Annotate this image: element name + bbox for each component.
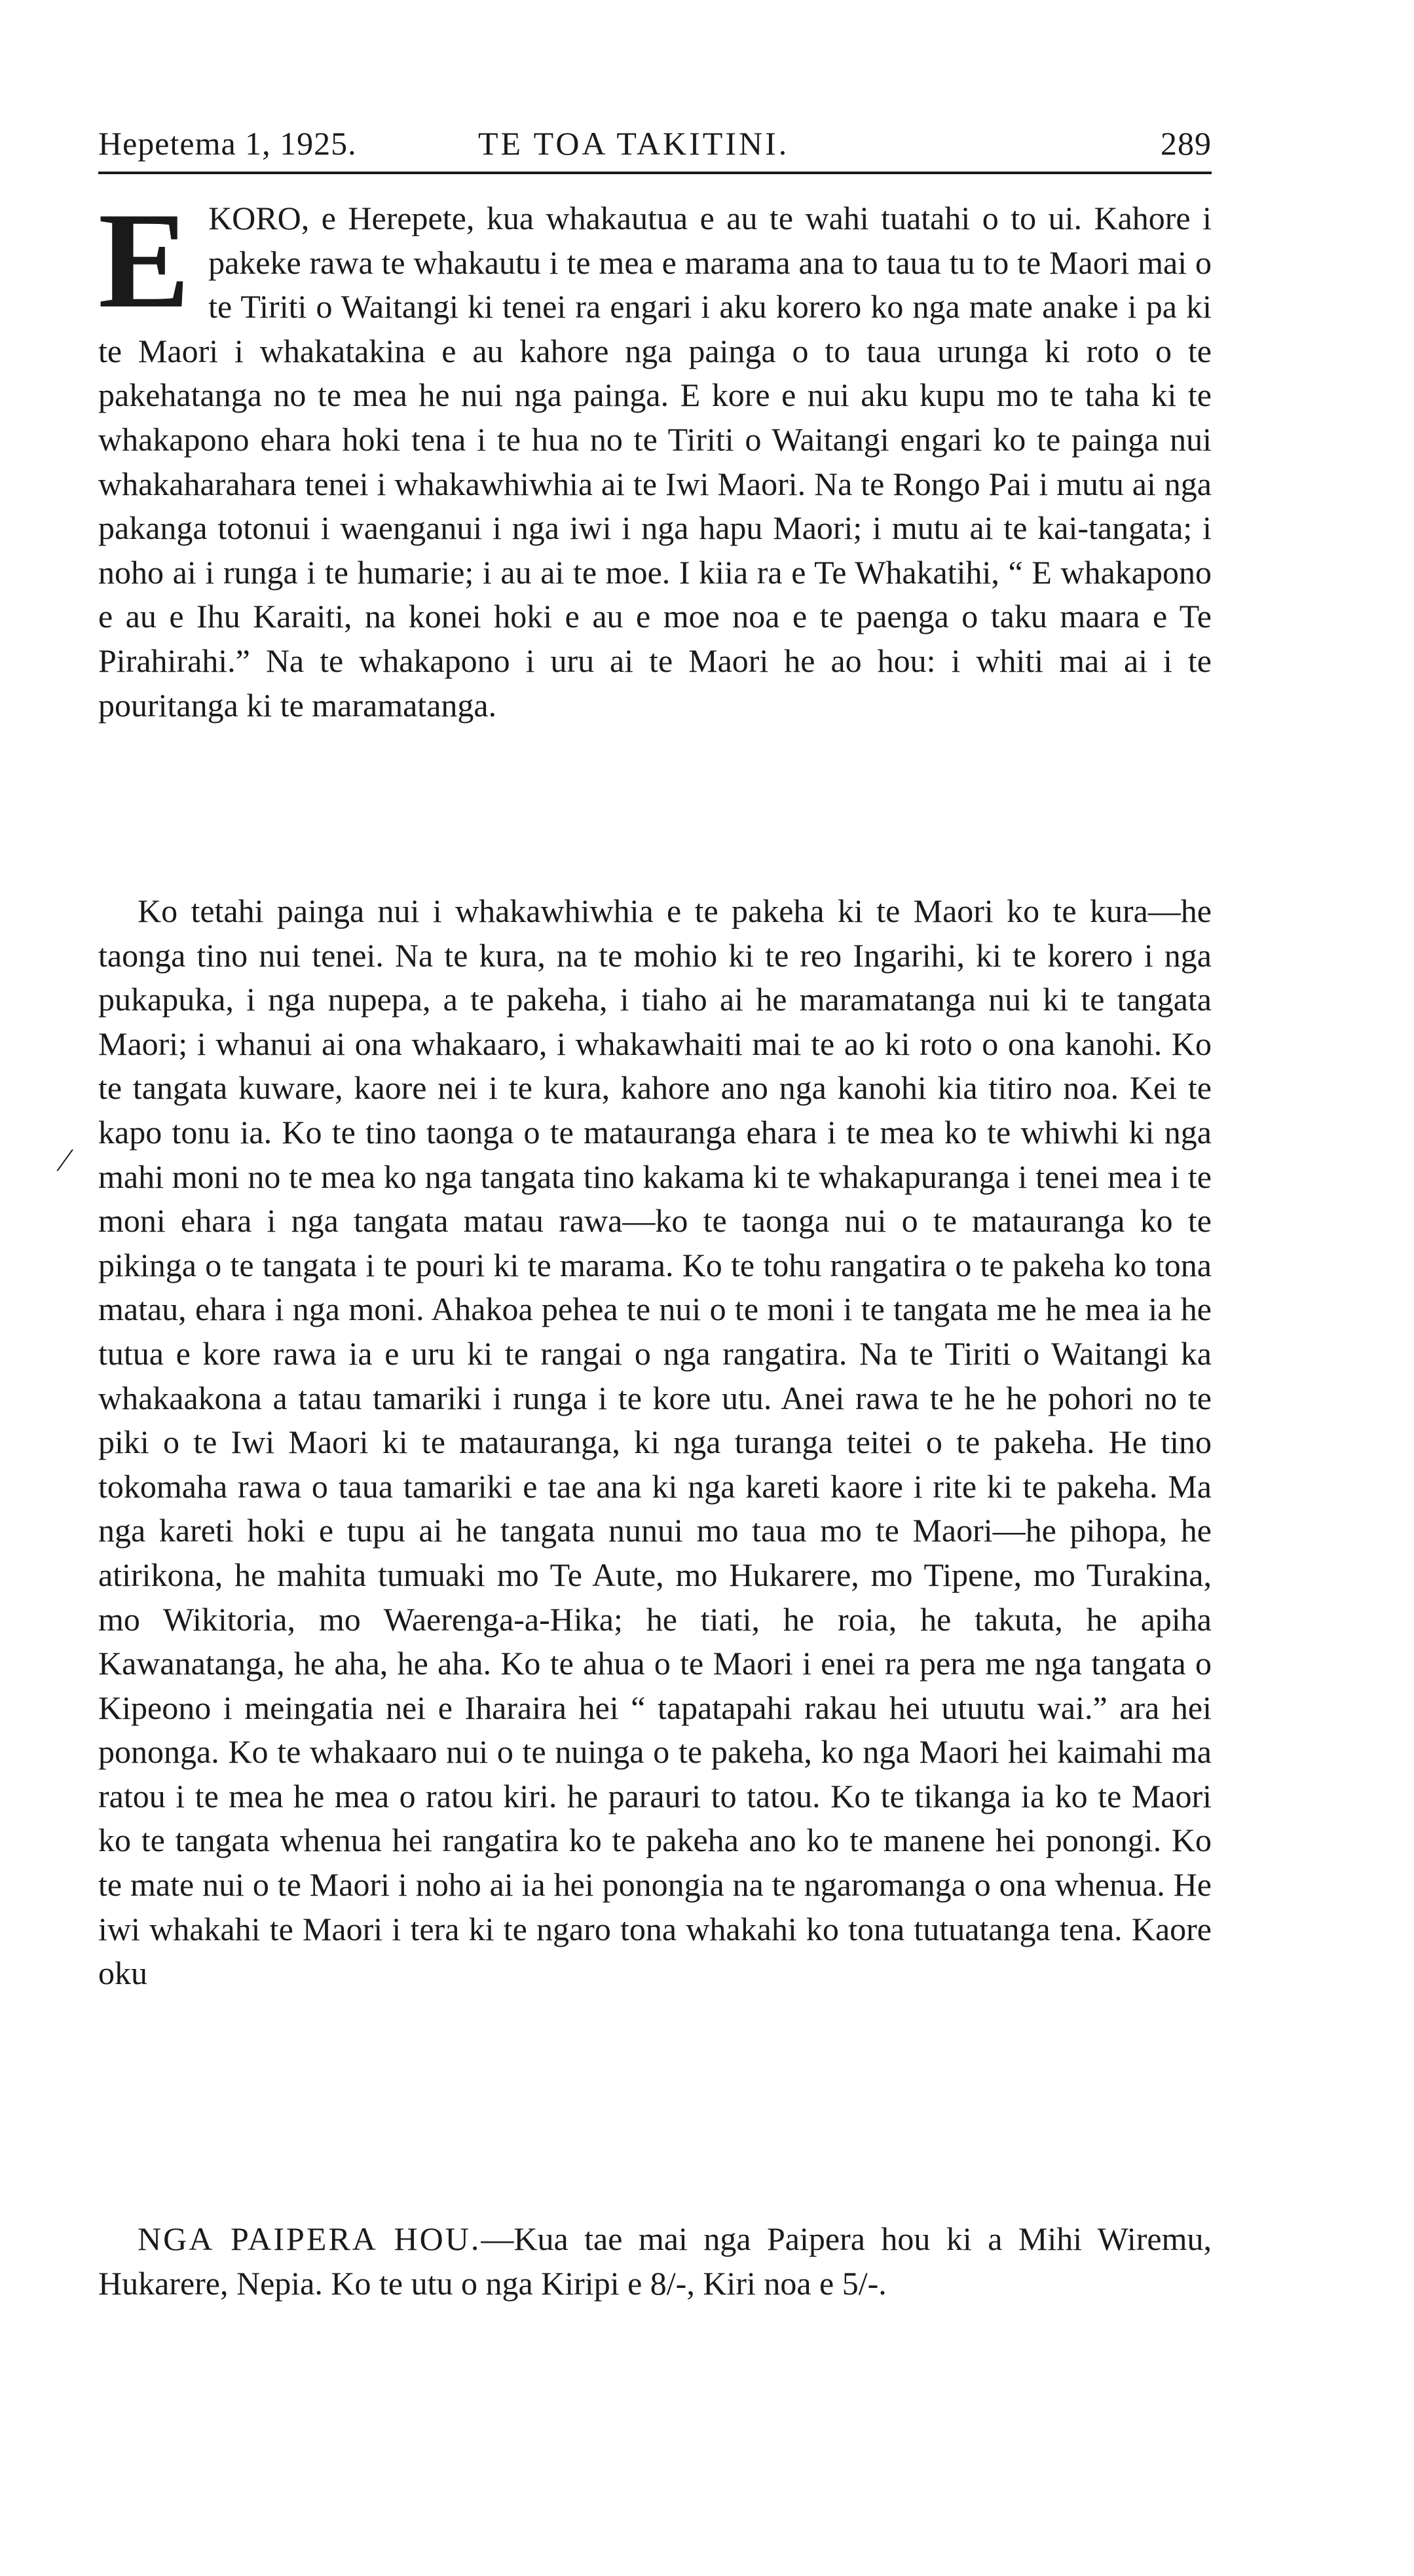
- header-page-number: 289: [1161, 125, 1212, 162]
- notice-heading: NGA PAIPERA HOU.: [138, 2220, 481, 2257]
- header-publication-title: TE TOA TAKITINI.: [478, 125, 790, 162]
- margin-mark: ⁄: [62, 1141, 68, 1178]
- article-paragraph-1: [98, 196, 1212, 889]
- drop-cap: E: [98, 196, 191, 337]
- article-body: [98, 196, 1212, 2173]
- notice-paragraph: [98, 2217, 1212, 2306]
- running-header: [98, 124, 1212, 170]
- header-rule: [98, 172, 1212, 174]
- notice-text: —Kua tae mai nga Paipera hou ki a Mihi Wiremu, Hukarere, Nepia. Ko te utu o nga Kiripi e 8/-, Kiri noa e 5/-.: [98, 2220, 1212, 2302]
- article-paragraph-2: Ko tetahi painga nui i whakawhiwhia e te pakeha ki te Maori ko te kura—he taonga tino nui tenei. Na te kura, na te mohio ki te reo Ingarihi, ki te korero i nga pukapuka, i nga nupepa, a te pakeha, i tiaho ai he maramatanga nui ki te tangata Maori; i whanui ai ona whakaaro, i whakawhaiti mai te ao ki roto o ona kanohi. Ko te tangata kuware, kaore nei i te kura, kahore ano nga kanohi kia titiro noa. Kei te kapo tonu ia. Ko te tino taonga o te matauranga ehara i te mea ko te whiwhi ki nga mahi moni no te mea ko nga tangata tino kakama ki te whakapuranga i tenei mea i te moni ehara i nga tangata matau rawa—ko te taonga nui o te matauranga ko te pikinga o te tangata i te pouri ki te marama. Ko te tohu rangatira o te pakeha ko tona matau, ehara i nga moni. Ahakoa pehea te nui o te moni i te tangata me he mea ia he tutua e kore rawa ia e uru ki te rangai o nga rangatira. Na te Tiriti o Waitangi ka whakaakona a tatau tamariki i runga i te kore utu. Anei rawa te he he pohori no te piki o te Iwi Maori ki te matauranga, ki nga turanga teitei o te pakeha. He tino tokomaha rawa o taua tamariki e tae ana ki nga kareti kaore i rite ki te pakeha. Ma nga kareti hoki e tupu ai he tangata nunui mo taua mo te Maori—he pihopa, he atirikona, he mahita tumuaki mo Te Aute, mo Hukarere, mo Tipene, mo Turakina, mo Wikitoria, mo Waerenga-a-Hika; he tiati, he roia, he takuta, he apiha Kawanatanga, he aha, he aha. Ko te ahua o te Maori i enei ra pera me nga tangata o Kipeono i meingatia nei e Iharaira hei “ tapatapahi rakau hei utuutu wai.” ara hei pononga. Ko te whakaaro nui o te nuinga o te pakeha, ko nga Maori hei kaimahi ma ratou i te mea he mea o ratou kiri. he parauri to tatou. Ko te tikanga ia ko te Maori ko te tangata whenua hei rangatira ko te pakeha ano ko te manene hei ponongi. Ko te mate nui o te Maori i noho ai ia hei ponongia na te ngaromanga o ona whenua. He iwi whakahi te Maori i tera ki te ngaro tona whakahi ko tona tutuatanga tena. Kaore oku: [98, 892, 1212, 1992]
- header-date: Hepetema 1, 1925.: [98, 125, 357, 162]
- article-paragraph-1-text: KORO, e Herepete, kua whakautua e au te wahi tuatahi o to ui. Kahore i pakeke rawa te whakautu i te mea e marama ana to taua tu to te Maori mai o te Tiriti o Waitangi ki tenei ra engari i aku korero ko nga mate anake i pa ki te Maori i whakatakina e au kahore nga painga o to taua urunga ki roto o te pakehatanga no te mea he nui nga painga. E kore e nui aku kupu mo te taha ki te whakapono ehara hoki tena i te hua no te Tiriti o Waitangi engari ko te painga nui whakaharahara tenei i whakawhiwhia ai te Iwi Maori. Na te Rongo Pai i mutu ai nga pakanga totonui i waenganui i nga iwi i nga hapu Maori; i mutu ai te kai-tangata; i noho ai i runga i te humarie; i au ai te moe. I kiia ra e Te Whakatihi, “ E whakapono e au e Ihu Karaiti, na konei hoki e au e moe noa e te paenga o taku maara e Te Pirahirahi.” Na te whakapono i uru ai te Maori he ao hou: i whiti mai ai i te pouritanga ki te maramatanga.: [98, 200, 1212, 724]
